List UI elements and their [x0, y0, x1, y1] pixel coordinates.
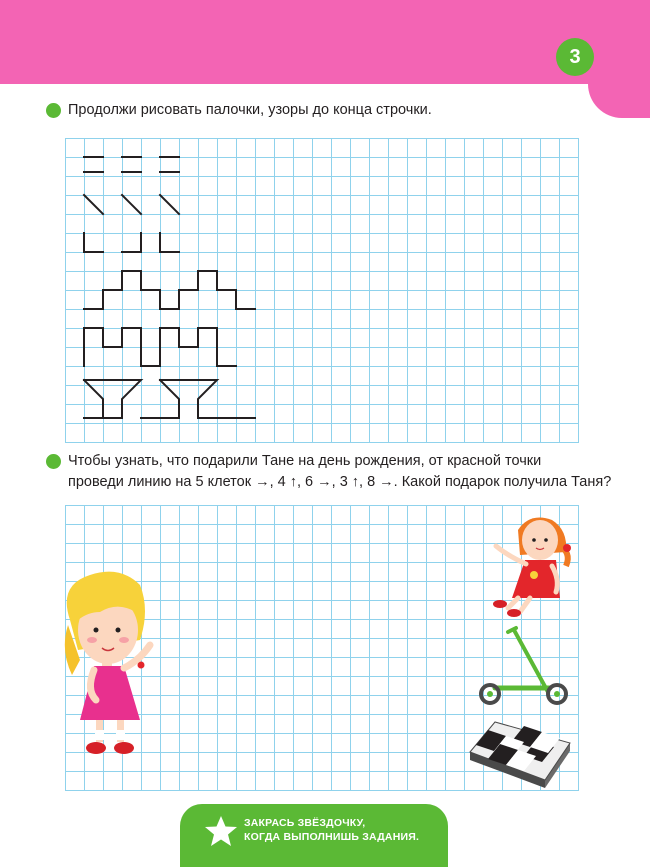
pattern-row-diagonals: [84, 195, 179, 214]
task-2-line-1: Чтобы узнать, что подарили Тане на день рождения, от красной точки: [68, 453, 542, 469]
completion-banner: [180, 804, 448, 867]
banner-line-2: КОГДА ВЫПОЛНИШЬ ЗАДАНИЯ.: [244, 831, 420, 843]
banner-text: [244, 816, 419, 844]
pattern-row-steps: [84, 271, 255, 309]
banner-line-1: ЗАКРАСЬ ЗВЁЗДОЧКУ,: [244, 817, 366, 829]
scooter-icon: [481, 628, 566, 703]
task-2-line-2: проведи линию на 5 клеток →, 4 ↑, 6 →, 3 ↑, 8 →. Какой подарок получила Таня?: [68, 474, 612, 490]
task-1-text: Продолжи рисовать палочки, узоры до конца строчки.: [68, 102, 432, 118]
girl-icon: [65, 572, 150, 754]
star-icon[interactable]: [204, 814, 238, 848]
pattern-row-cups: [84, 380, 255, 418]
pattern-row-meander: [84, 328, 236, 366]
chessboard-icon: [470, 722, 570, 788]
pattern-row-dashes: [84, 157, 179, 172]
pattern-row-corners: [84, 233, 179, 252]
doll-icon: [493, 518, 571, 617]
pattern-lines: [84, 157, 255, 418]
page-number-badge: 3: [556, 38, 594, 76]
